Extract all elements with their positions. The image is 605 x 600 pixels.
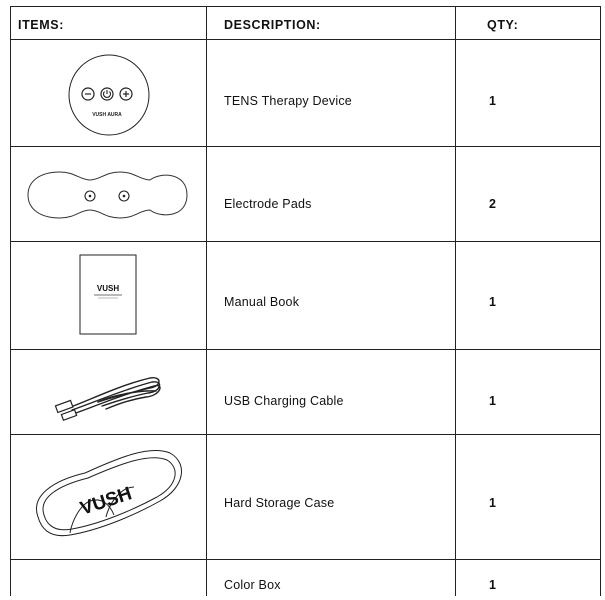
row-qty: 2	[489, 197, 497, 211]
electrode-pads-icon	[10, 147, 206, 242]
row-description: Electrode Pads	[224, 197, 312, 211]
row-qty: 1	[489, 394, 497, 408]
row-description: Color Box	[224, 578, 281, 592]
row-qty: 1	[489, 94, 497, 108]
table-row	[10, 241, 601, 350]
row-description: Hard Storage Case	[224, 496, 335, 510]
table-header-row	[10, 6, 601, 40]
tens-device-icon	[10, 40, 206, 147]
row-description: TENS Therapy Device	[224, 94, 352, 108]
table-row	[10, 434, 601, 560]
usb-cable-icon	[10, 350, 206, 435]
row-description: USB Charging Cable	[224, 394, 344, 408]
book-brand-label: VUSH	[96, 284, 120, 293]
device-label: VUSH AURA	[92, 112, 122, 118]
row-qty: 1	[489, 578, 497, 592]
row-description: Manual Book	[224, 295, 300, 309]
manual-book-icon	[10, 242, 206, 350]
description-header: DESCRIPTION:	[224, 18, 321, 32]
qty-header: QTY:	[487, 18, 519, 32]
row-qty: 1	[489, 295, 497, 309]
storage-case-icon	[10, 435, 206, 560]
table-row	[10, 39, 601, 147]
table-row	[10, 559, 601, 600]
items-header: ITEMS:	[18, 18, 64, 32]
row-qty: 1	[489, 496, 497, 510]
table-row	[10, 349, 601, 435]
table-row	[10, 146, 601, 242]
case-brand-label: VUSH	[77, 483, 135, 520]
